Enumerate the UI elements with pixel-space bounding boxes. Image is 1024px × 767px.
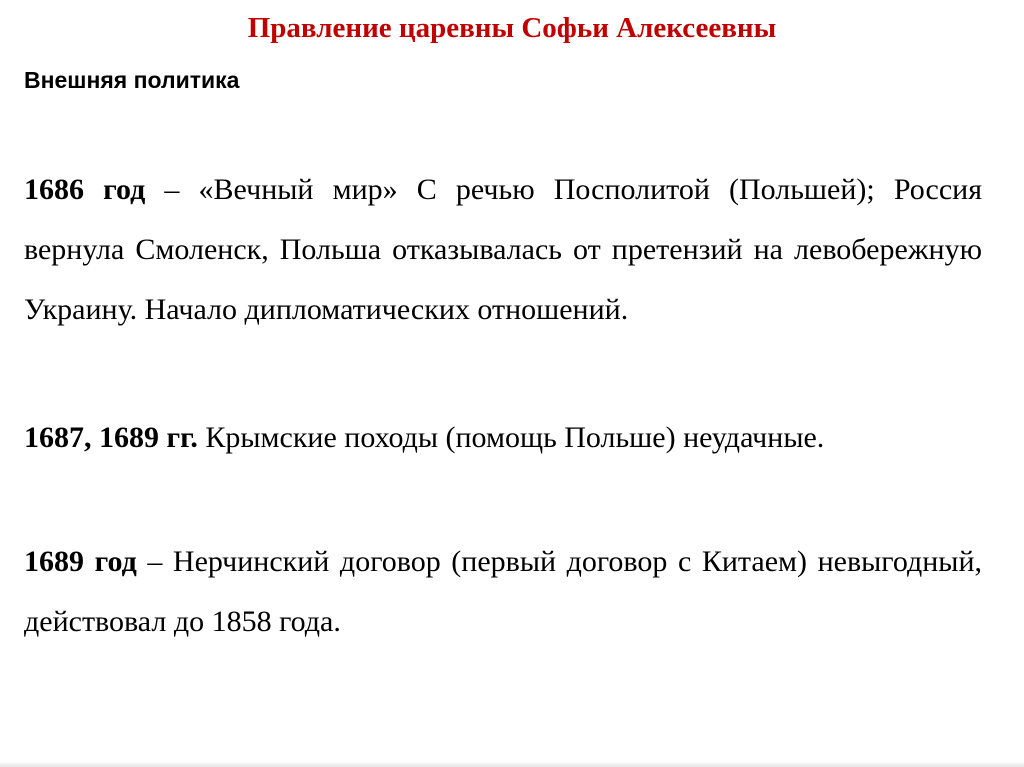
paragraph-text: Крымские походы (помощь Польше) неудачные. xyxy=(197,421,825,454)
paragraph-date: 1687, 1689 гг. xyxy=(24,421,198,454)
slide-title: Правление царевны Софьи Алексеевны xyxy=(247,12,777,44)
paragraph-date: 1689 год xyxy=(24,545,137,578)
paragraph-1689 xyxy=(24,532,982,652)
slide-bottom-edge xyxy=(0,761,1024,767)
paragraph-1687-1689 xyxy=(24,408,982,468)
paragraph-text: – «Вечный мир» С речью Посполитой (Польшей); Россия вернула Смоленск, Польша отказывалась от претензий на левобережную Украину. Начало дипломатических отношений. xyxy=(24,173,983,326)
paragraph-date: 1686 год xyxy=(24,173,146,206)
paragraph-text: – Нерчинский договор (первый договор с Китаем) невыгодный, действовал до 1858 года. xyxy=(24,545,982,638)
paragraph-1686 xyxy=(24,160,982,340)
section-heading: Внешняя политика xyxy=(24,67,240,93)
